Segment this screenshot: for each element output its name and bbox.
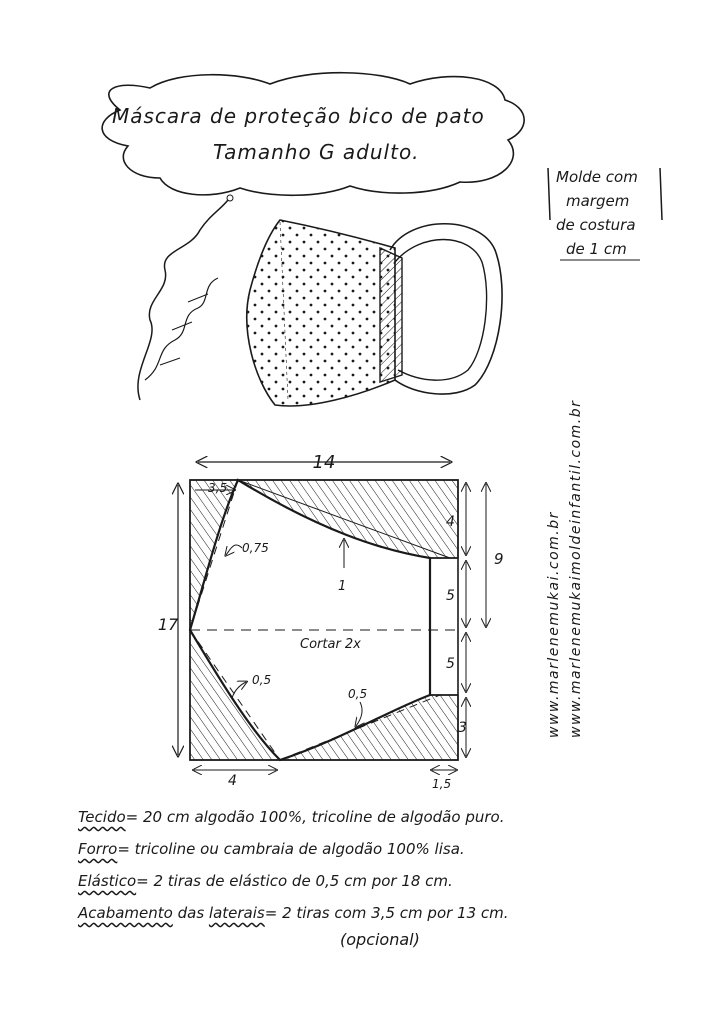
dim-right-5-top-label: 5 [446,588,455,604]
lining-label: Forro [78,840,118,858]
dim-right-9-label: 9 [494,550,504,568]
finish-text: = 2 tiras com 3,5 cm por 13 cm. [264,904,509,922]
dim-1-label: 1 [338,579,347,594]
elastic-label: Elástico [78,872,137,890]
materials-lining [78,840,465,858]
signature-drawing [110,190,250,420]
dim-bottom-4-label: 4 [228,773,237,789]
dim-right-5-bottom-label: 5 [446,656,455,672]
finish-mid: das [177,904,205,922]
dim-right-3-label: 3 [458,720,467,736]
lining-text: = tricoline ou cambraia de algodão 100% lisa. [117,840,465,858]
dim-height-label: 17 [157,615,179,634]
dim-right-4-label: 4 [446,514,455,530]
elastic-text: = 2 tiras de elástico de 0,5 cm por 18 cm. [136,872,453,890]
title-line-2: Tamanho G adulto. [213,140,420,164]
dim-075-label: 0,75 [242,541,269,555]
cut-label: Cortar 2x [300,637,361,652]
finish-label-1: Acabamento [78,904,173,922]
title-line-1: Máscara de proteção bico de pato [112,104,485,128]
materials-optional: (opcional) [340,930,420,949]
note-line-2: margem [566,192,630,210]
dim-05-right-label: 0,5 [348,687,368,701]
dim-bottom-15-label: 1,5 [432,777,452,791]
pattern-diagram [150,440,530,800]
note-line-4: de 1 cm [566,240,627,258]
materials-fabric [78,808,504,826]
finish-label-2: laterais [208,904,265,922]
materials-finish [78,904,509,922]
fabric-label: Tecido [78,808,126,826]
dim-width-label: 14 [312,452,336,473]
url-1: www.marlenemukai.com.br [546,511,562,738]
materials-elastic [78,872,453,890]
url-2: www.marlenemukaimoldeinfantil.com.br [568,399,584,738]
mask-illustration [230,210,510,430]
dim-05-left-label: 0,5 [252,673,272,687]
note-line-3: de costura [556,216,636,234]
fabric-text: = 20 cm algodão 100%, tricoline de algodão puro. [125,808,505,826]
note-line-1: Molde com [556,168,638,186]
dim-top-corner-label: 3,5 [208,481,228,495]
